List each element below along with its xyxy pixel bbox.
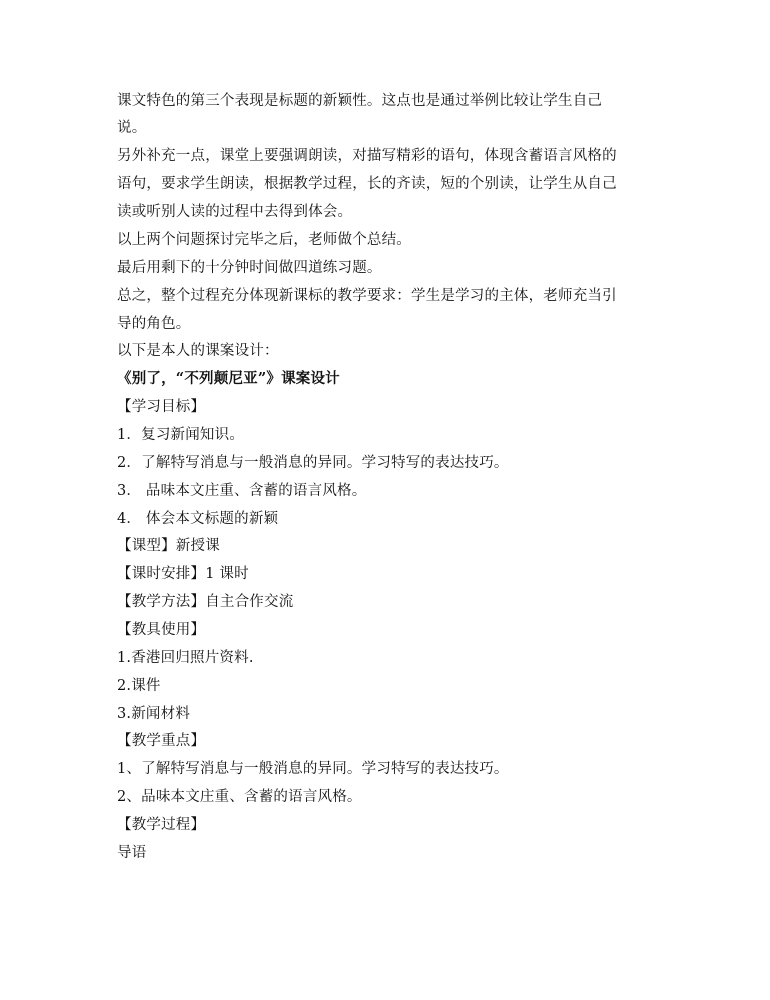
section-heading: 【教学方法】自主合作交流 <box>117 594 294 610</box>
list-item: 4． 体会本文标题的新颖 <box>117 511 279 527</box>
list-item: 1.香港回归照片资料. <box>117 650 254 666</box>
lesson-plan-title: 《别了，“不列颠尼亚”》课案设计 <box>117 370 340 387</box>
text-line: 另外补充一点，课堂上要强调朗读，对描写精彩的语句，体现含蓄语言风格的 <box>117 148 617 164</box>
list-item: 3． 品味本文庄重、含蓄的语言风格。 <box>117 483 367 499</box>
list-item: 1．复习新闻知识。 <box>117 427 245 443</box>
text-line: 课文特色的第三个表现是标题的新颖性。这点也是通过举例比较让学生自己 <box>117 93 603 109</box>
text-line: 以上两个问题探讨完毕之后，老师做个总结。 <box>117 232 411 248</box>
section-heading: 【课型】新授课 <box>117 538 220 554</box>
list-item: 3.新闻材料 <box>117 706 191 722</box>
text-line: 最后用剩下的十分钟时间做四道练习题。 <box>117 260 382 276</box>
text-line: 总之，整个过程充分体现新课标的教学要求：学生是学习的主体，老师充当引 <box>117 288 617 304</box>
text-line: 导语 <box>117 845 147 861</box>
text-line: 说。 <box>117 120 147 136</box>
text-line: 以下是本人的课案设计： <box>117 343 279 359</box>
section-heading: 【课时安排】1 课时 <box>117 566 249 582</box>
section-heading: 【教学重点】 <box>117 733 206 749</box>
text-line: 语句，要求学生朗读，根据教学过程，长的齐读，短的个别读，让学生从自己 <box>117 176 617 192</box>
list-item: 1、了解特写消息与一般消息的异同。学习特写的表达技巧。 <box>117 761 509 777</box>
list-item: 2、品味本文庄重、含蓄的语言风格。 <box>117 789 362 805</box>
section-heading: 【教具使用】 <box>117 622 206 638</box>
text-line: 读或听别人读的过程中去得到体会。 <box>117 204 353 220</box>
list-item: 2.课件 <box>117 678 161 694</box>
list-item: 2．了解特写消息与一般消息的异同。学习特写的表达技巧。 <box>117 455 509 471</box>
text-line: 导的角色。 <box>117 316 191 332</box>
section-heading: 【学习目标】 <box>117 399 206 415</box>
section-heading: 【教学过程】 <box>117 817 206 833</box>
